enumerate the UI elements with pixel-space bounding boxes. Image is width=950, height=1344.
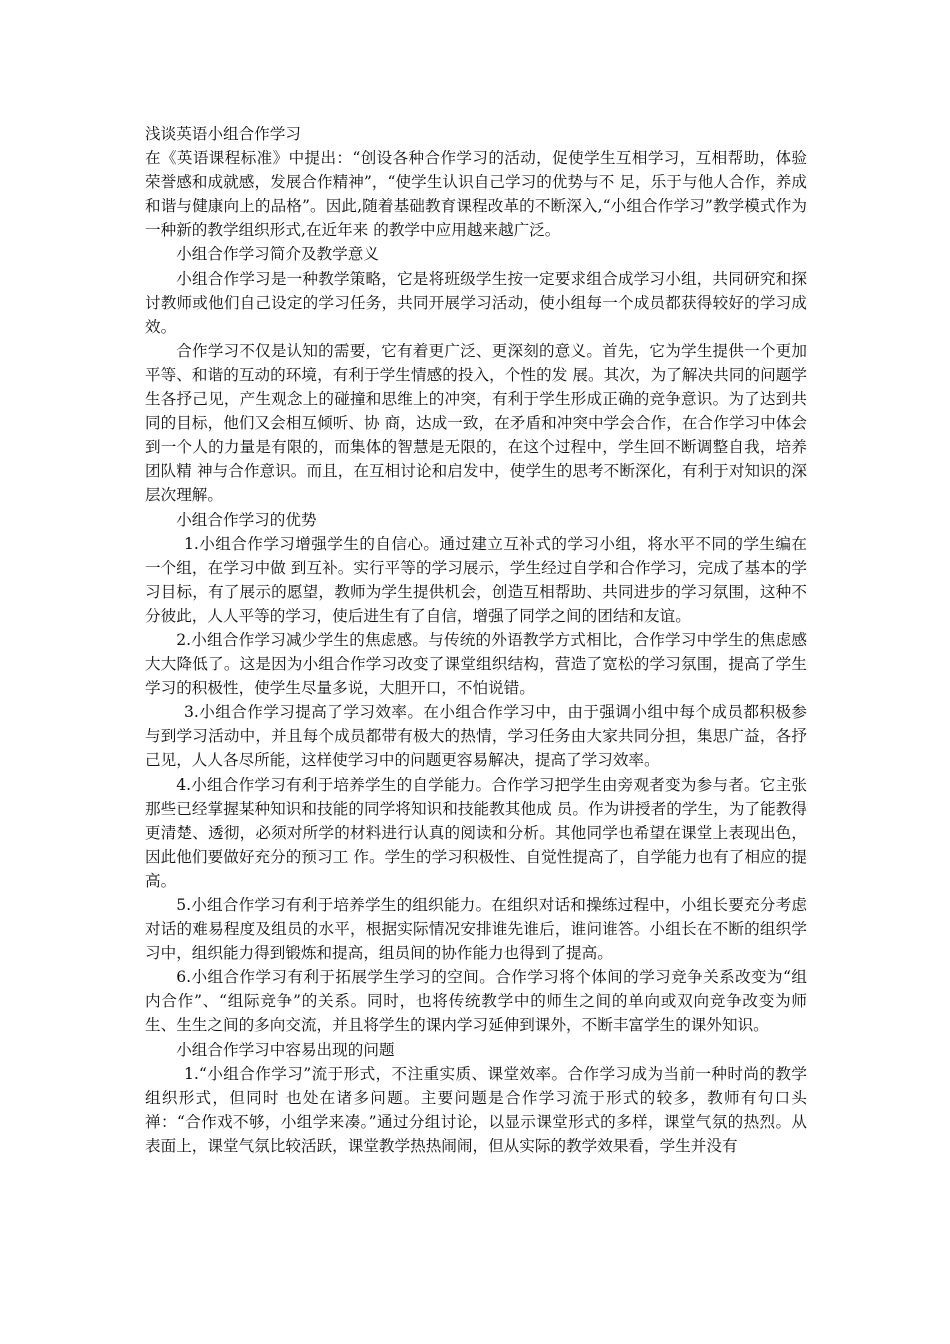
list-item: 4.小组合作学习有利于培养学生的自学能力。合作学习把学生由旁观者变为参与者。它主张那些已经掌握某种知识和技能的同学将知识和技能教其他成 员。作为讲授者的学生，为了能教得更清楚、透彻，必须对所学的材料进行认真的阅读和分析。其他同学也希望在课堂上表现出色，因此他们要做好充分的预习工 作。学生的学习积极性、自觉性提高了，自学能力也有了相应的提高。 — [145, 775, 807, 890]
paragraph: 小组合作学习是一种教学策略，它是将班级学生按一定要求组合成学习小组，共同研究和探讨教师或他们自己设定的学习任务，共同开展学习活动，使小组每一个成员都获得较好的学习成效。 — [145, 269, 807, 336]
intro-paragraph: 在《英语课程标准》中提出：“创设各种合作学习的活动，促使学生互相学习，互相帮助，体验荣誉感和成就感，发展合作精神”，“使学生认识自己学习的优势与不 足，乐于与他人合作，养成和谐与健康向上的品格”。因此,随着基础教育课程改革的不断深入,“小组合作学习”教学模式作为一种新的教学组织形式,在近年来 的教学中应用越来越广泛。 — [145, 149, 807, 240]
section-heading-intro: 小组合作学习简介及教学意义 — [176, 245, 379, 264]
section-heading-problems: 小组合作学习中容易出现的问题 — [176, 1040, 395, 1059]
list-item: 6.小组合作学习有利于拓展学生学习的空间。合作学习将个体间的学习竞争关系改变为“组内合作”、“组际竞争”的关系。同时，也将传统教学中的师生之间的单向或双向竞争改变为师生、生生之间的多向交流，并且将学生的课内学习延伸到课外，不断丰富学生的课外知识。 — [145, 968, 807, 1035]
paragraph: 1.“小组合作学习”流于形式，不注重实质、课堂效率。合作学习成为当前一种时尚的教学组织形式，但同时 也处在诸多问题。主要问题是合作学习流于形式的较多，教师有句口头禅：“合作戏不够，小组学来凑。”通过分组讨论，以显示课堂形式的多样，课堂气氛的热烈。从表面上，课堂气氛比较活跃，课堂教学热热闹闹，但从实际的教学效果看，学生并没有 — [145, 1064, 807, 1155]
list-item: 2.小组合作学习减少学生的焦虑感。与传统的外语教学方式相比，合作学习中学生的焦虑感大大降低了。这是因为小组合作学习改变了课堂组织结构，营造了宽松的学习氛围，提高了学生学习的积极性，使学生尽量多说，大胆开口，不怕说错。 — [145, 630, 807, 698]
list-item: 1.小组合作学习增强学生的自信心。通过建立互补式的学习小组，将水平不同的学生编在一个组，在学习中做 到互补。实行平等的学习展示，学生经过自学和合作学习，完成了基本的学习目标，有了展示的愿望，教师为学生提供机会，创造互相帮助、共同进步的学习氛围，这种不分彼此，人人平等的学习，使后进生有了自信，增强了同学之间的团结和友谊。 — [145, 534, 807, 625]
list-item: 3.小组合作学习提高了学习效率。在小组合作学习中，由于强调小组中每个成员都积极参与到学习活动中，并且每个成员都带有极大的热情，学习任务由大家共同分担，集思广益，各抒己见，人人各尽所能，这样使学习中的问题更容易解决，提高了学习效率。 — [145, 703, 807, 770]
document-title: 浅谈英语小组合作学习 — [145, 125, 301, 143]
paragraph: 合作学习不仅是认知的需要，它有着更广泛、更深刻的意义。首先，它为学生提供一个更加平等、和谐的互动的环境，有利于学生情感的投入，个性的发 展。其次，为了解决共同的问题学生各抒己见，产生观念上的碰撞和思维上的冲突，有利于学生形成正确的竞争意识。为了达到共同的目标，他们又会相互倾听、协 商，达成一致，在矛盾和冲突中学会合作，在合作学习中体会到一个人的力量是有限的，而集体的智慧是无限的，在这个过程中，学生回不断调整自我，培养团队精 神与合作意识。而且，在互相讨论和启发中，使学生的思考不断深化，有利于对知识的深层次理解。 — [145, 341, 807, 505]
document-page — [145, 122, 807, 1158]
section-heading-advantages: 小组合作学习的优势 — [176, 510, 317, 529]
list-item: 5.小组合作学习有利于培养学生的组织能力。在组织对话和操练过程中，小组长要充分考虑对话的难易程度及组员的水平，根据实际情况安排谁先谁后，谁问谁答。小组长在不断的组织学习中，组织能力得到锻炼和提高，组员间的协作能力也得到了提高。 — [145, 896, 807, 963]
